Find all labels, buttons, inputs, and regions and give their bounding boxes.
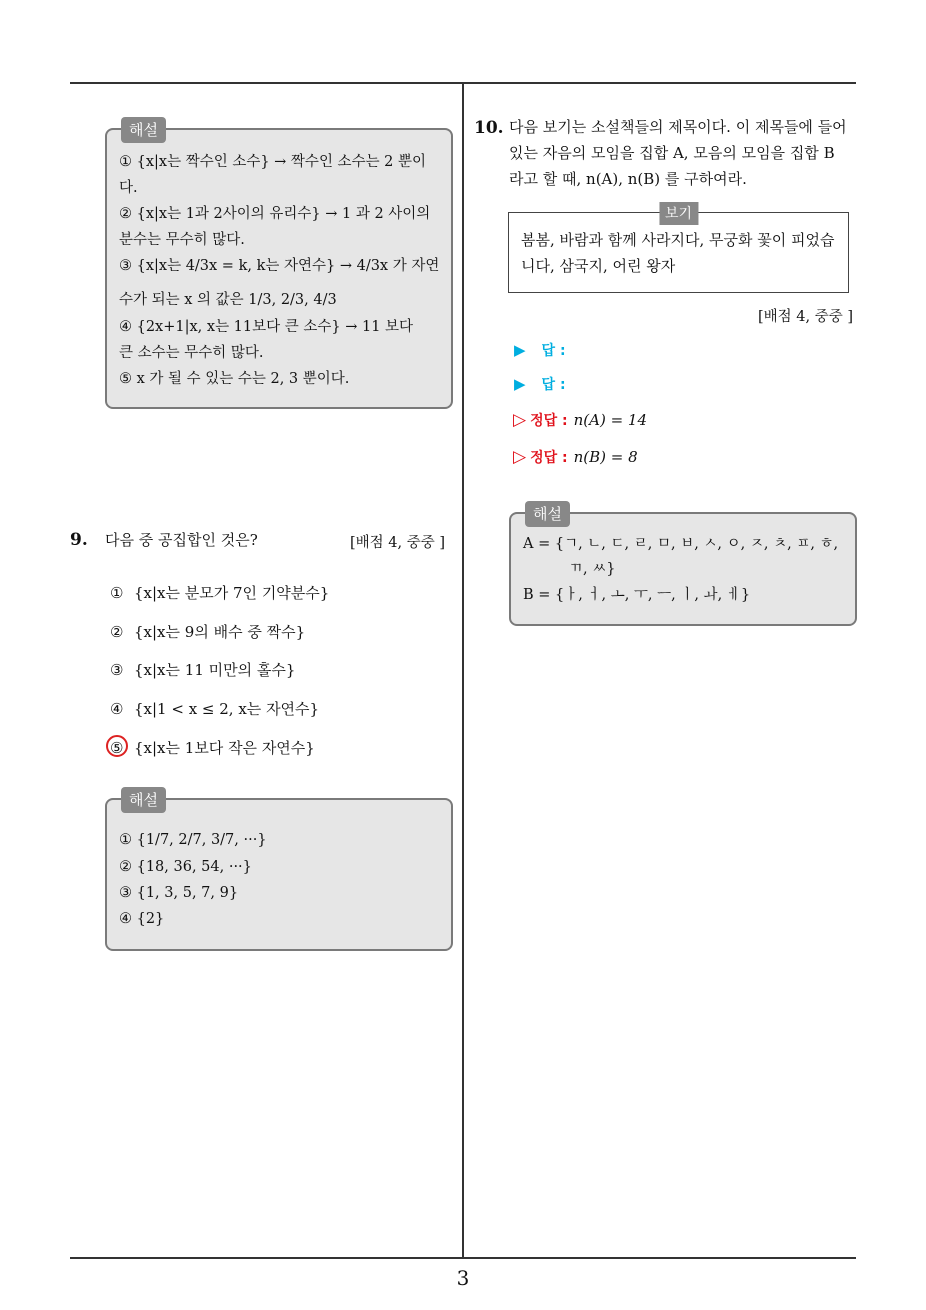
triangle-outline-icon: ▷ — [513, 447, 527, 467]
question-9-number: 9. — [70, 530, 88, 550]
question-10-number: 10. — [474, 118, 504, 138]
choice-text: {x|x는 11 미만의 홀수} — [134, 661, 296, 679]
explanation-line: ② {x|x는 1과 2사이의 유리수} → 1 과 2 사이의 — [119, 206, 431, 222]
explanation-line: ㄲ, ㅆ} — [569, 561, 616, 577]
choice-3[interactable] — [110, 659, 295, 680]
explanation-line: ④ {2x+1|x, x는 11보다 큰 소수} → 11 보다 — [119, 319, 414, 335]
explanation-line: 수가 되는 x 의 값은 1/3, 2/3, 4/3 — [119, 292, 337, 308]
question-10-line: 라고 할 때, n(A), n(B) 를 구하여라. — [509, 170, 747, 188]
bogi-line: 봄봄, 바람과 함께 사라지다, 무궁화 꽃이 피었습 — [521, 231, 835, 249]
question-9-score: [배점 4, 중중 ] — [350, 535, 446, 551]
choice-text: {x|x는 분모가 7인 기약분수} — [134, 584, 330, 602]
question-10-score: [배점 4, 중중 ] — [758, 309, 854, 325]
choice-mark: ⑤ — [110, 739, 124, 757]
choice-text: {x|x는 9의 배수 중 짝수} — [134, 623, 306, 641]
explanation-line: ③ {1, 3, 5, 7, 9} — [119, 885, 239, 901]
choice-4[interactable] — [110, 698, 319, 719]
question-10-line: 다음 보기는 소설책들의 제목이다. 이 제목들에 들어 — [509, 118, 847, 136]
explanation-line: ⑤ x 가 될 수 있는 수는 2, 3 뿐이다. — [119, 371, 350, 387]
explanation-line: 다. — [119, 180, 138, 196]
triangle-outline-icon: ▷ — [513, 410, 527, 430]
explanation-line: B = {ㅏ, ㅓ, ㅗ, ㅜ, ㅡ, ㅣ, ㅘ, ㅔ} — [523, 587, 751, 603]
choice-mark: ④ — [110, 700, 124, 718]
answer-label: 답 : — [541, 343, 566, 359]
explanation-tag: 해설 — [121, 117, 166, 143]
bogi-box — [508, 206, 849, 293]
choice-mark: ③ — [110, 661, 124, 679]
explanation-line: ④ {2} — [119, 911, 165, 927]
column-divider — [462, 84, 464, 1257]
correct-value: n(A) = 14 — [573, 411, 647, 429]
correct-answer-2 — [513, 447, 638, 467]
play-icon: ▶ — [514, 341, 526, 359]
question-9-text: 다음 중 공집합인 것은? — [105, 531, 258, 549]
choice-5[interactable] — [110, 737, 315, 758]
correct-label: 정답 : — [530, 413, 568, 429]
answer-row-2 — [514, 374, 566, 394]
bogi-tag: 보기 — [659, 202, 698, 225]
page-number: 3 — [456, 1266, 470, 1290]
explanation-line: ① {x|x는 짝수인 소수} → 짝수인 소수는 2 뿐이 — [119, 154, 427, 170]
explanation-tag: 해설 — [525, 501, 570, 527]
choice-text: {x|x는 1보다 작은 자연수} — [134, 739, 315, 757]
choice-2[interactable] — [110, 621, 305, 642]
answer-label: 답 : — [541, 377, 566, 393]
explanation-line: ② {18, 36, 54, ···} — [119, 859, 252, 875]
explanation-tag: 해설 — [121, 787, 166, 813]
correct-value: n(B) = 8 — [573, 448, 638, 466]
selected-answer-circle — [106, 735, 128, 757]
explanation-box-2 — [105, 791, 453, 951]
explanation-line: 큰 소수는 무수히 많다. — [119, 345, 264, 361]
correct-answer-1 — [513, 410, 647, 430]
explanation-box-3 — [509, 505, 857, 626]
play-icon: ▶ — [514, 375, 526, 393]
choice-1[interactable] — [110, 582, 329, 603]
correct-label: 정답 : — [530, 450, 568, 466]
explanation-line: A = {ㄱ, ㄴ, ㄷ, ㄹ, ㅁ, ㅂ, ㅅ, ㅇ, ㅈ, ㅊ, ㅍ, ㅎ, — [523, 536, 839, 552]
explanation-line: 분수는 무수히 많다. — [119, 232, 245, 248]
choice-mark: ② — [110, 623, 124, 641]
answer-row-1 — [514, 340, 566, 360]
bottom-rule — [70, 1257, 856, 1259]
choice-mark: ① — [110, 584, 124, 602]
question-10-line: 있는 자음의 모임을 집합 A, 모음의 모임을 집합 B — [509, 144, 835, 162]
explanation-box-1 — [105, 121, 453, 409]
choice-text: {x|1 < x ≤ 2, x는 자연수} — [134, 700, 320, 718]
explanation-line: ③ {x|x는 4/3x = k, k는 자연수} → 4/3x 가 자연 — [119, 258, 440, 274]
explanation-line: ① {1/7, 2/7, 3/7, ···} — [119, 832, 267, 848]
bogi-line: 니다, 삼국지, 어린 왕자 — [521, 257, 676, 275]
